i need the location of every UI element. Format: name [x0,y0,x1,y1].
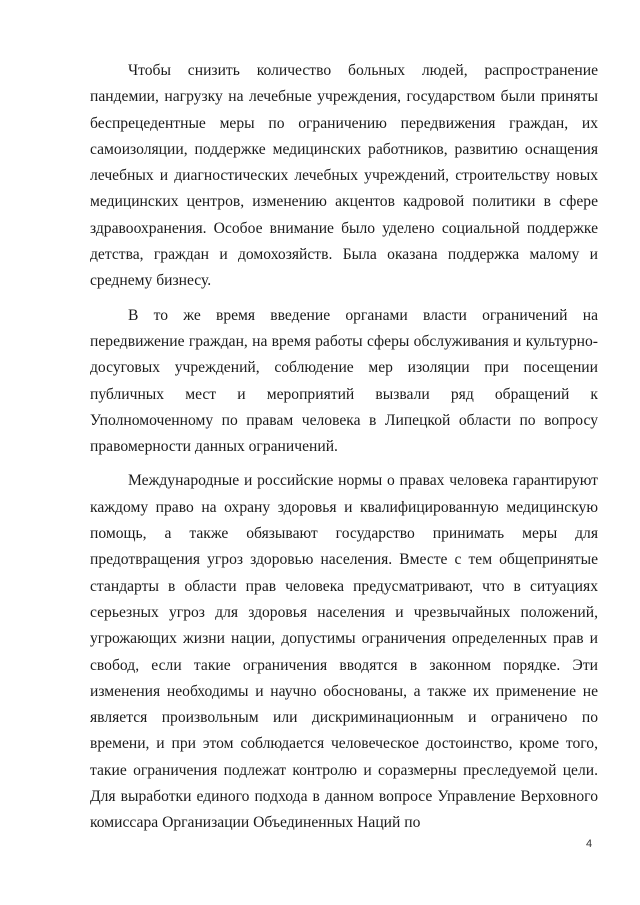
paragraph-1: Чтобы снизить количество больных людей, распространение пандемии, нагрузку на лечебные учреждения, государством были приняты беспрецедентные меры по ограничению передвижения граждан, их самоизоляции, поддержке медицинских работников, развитию оснащения лечебных и диагностических лечебных учреждений, строительству новых медицинских центров, изменению акцентов кадровой политики в сфере здравоохранения. Особое внимание было уделено социальной поддержке детства, граждан и домохозяйств. Была оказана поддержка малому и среднему бизнесу. [90,62,598,290]
paragraph-3: Международные и российские нормы о правах человека гарантируют каждому право на охрану здоровья и квалифицированную медицинскую помощь, а также обязывают государство принимать меры для предотвращения угроз здоровью населения. Вместе с тем общепринятые стандарты в области прав человека предусматривают, что в ситуациях серьезных угроз для здоровья населения и чрезвычайных положений, угрожающих жизни нации, допустимы ограничения определенных прав и свобод, если такие ограничения вводятся в законном порядке. Эти изменения необходимы и научно обоснованы, а также их применение не является произвольным или дискриминационным и ограничено по времени, и при этом соблюдается человеческое достоинство, кроме того, такие ограничения подлежат контролю и соразмерны преследуемой цели. Для выработки единого подхода в данном вопросе Управление Верховного комиссара Организации Объединенных Наций по [90,472,598,832]
paragraph-2: В то же время введение органами власти ограничений на передвижение граждан, на время работы сферы обслуживания и культурно-досуговых учреждений, соблюдение мер изоляции при посещении публичных мест и мероприятий вызвали ряд обращений к Уполномоченному по правам человека в Липецкой области по вопросу правомерности данных ограничений. [90,306,598,456]
page-number: 4 [586,838,593,850]
body-text [90,58,598,845]
